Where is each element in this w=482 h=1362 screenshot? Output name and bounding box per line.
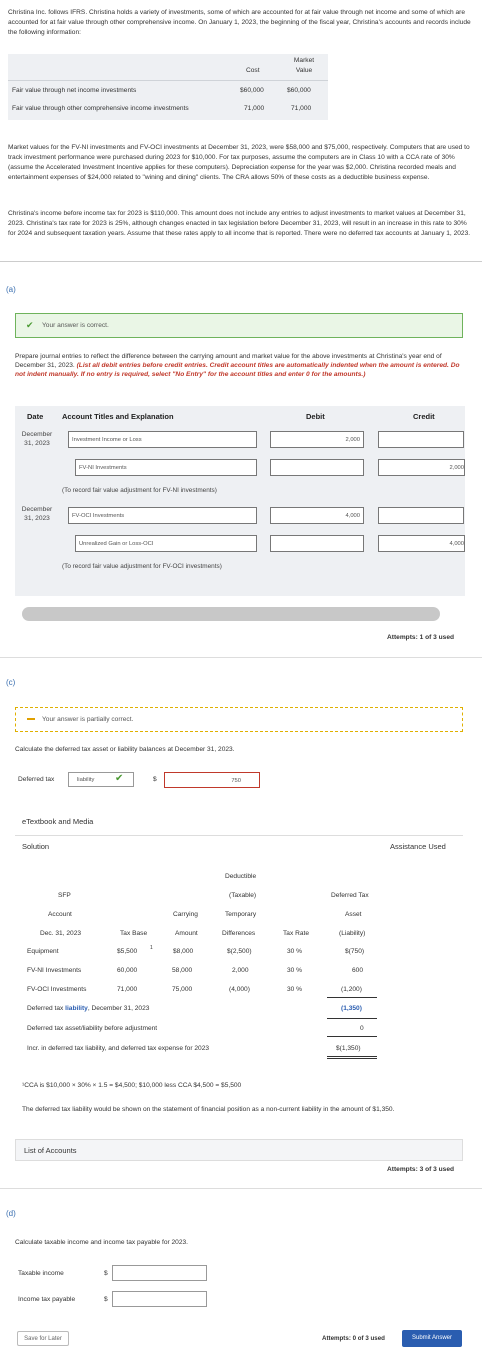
entry-2-debit-blank[interactable] — [270, 535, 364, 552]
sol-header-tax-base: Tax Base — [120, 930, 148, 937]
divider — [0, 1188, 482, 1189]
header-account: Account Titles and Explanation — [62, 412, 174, 421]
problem-statement — [0, 0, 482, 262]
row-fvoci-cost: 71,000 — [244, 105, 265, 112]
problem-intro: Christina Inc. follows IFRS. Christina holds a variety of investments, some of which are accounted for at fair value through net income and some of which are accounted for at fair value through other comprehensive income. On January 1, 2023, the beginning of the fiscal year, Christina's accounts and records include the following information: — [8, 9, 471, 36]
row-fvoci-market: 71,000 — [291, 105, 312, 112]
part-d-label: (d) — [6, 1209, 16, 1218]
header-debit: Debit — [306, 412, 325, 421]
entry-2-credit-amount[interactable]: 4,000 — [378, 535, 465, 552]
submit-answer-button[interactable]: Submit Answer — [402, 1330, 462, 1347]
row-fvni-market: $60,000 — [287, 87, 311, 94]
payable-currency: $ — [104, 1296, 108, 1303]
header-date: Date — [27, 412, 44, 421]
dt-liability-word: liability — [65, 1005, 88, 1012]
solution-title: Solution — [22, 842, 50, 851]
sol-row-3-dt: (1,200) — [341, 986, 362, 993]
list-of-accounts[interactable]: List of Accounts — [15, 1139, 463, 1161]
before-adj-value: 0 — [360, 1025, 364, 1032]
sol-row-2-rate: 30 % — [287, 967, 303, 974]
part-d-instruction: Calculate taxable income and income tax payable for 2023. — [15, 1239, 189, 1246]
sol-row-3-tax-base: 71,000 — [117, 986, 138, 993]
entry-1-debit-account[interactable]: Investment Income or Loss — [68, 431, 257, 448]
solution-conclusion: The deferred tax liability would be shown on the statement of financial position as a non-current liability in the amount of $1,350. — [22, 1106, 395, 1113]
sol-header-dt-3: (Liability) — [339, 930, 366, 937]
entry-1-credit-amount[interactable]: 2,000 — [378, 459, 465, 476]
deferred-tax-amount-input[interactable]: 750 — [164, 772, 260, 788]
entry-2-debit-account[interactable]: FV-OCI Investments — [68, 507, 257, 524]
sol-row-2-carrying: 58,000 — [172, 967, 193, 974]
deferred-tax-label: Deferred tax — [18, 776, 55, 783]
dt-liability-value: (1,350) — [341, 1005, 362, 1012]
sol-header-date: Dec. 31, 2023 — [40, 930, 82, 937]
dt-liability-prefix: Deferred tax — [27, 1005, 66, 1012]
entry-1-credit-account[interactable]: FV-NI Investments — [75, 459, 257, 476]
entry-1-debit-blank[interactable] — [270, 459, 364, 476]
sol-row-1-dt: $(750) — [345, 948, 365, 955]
entry-2-credit-blank[interactable] — [378, 507, 464, 524]
solution-footnote: ¹CCA is $10,000 × 30% × 1.5 = $4,500; $10,000 less CCA $4,500 = $5,500 — [22, 1082, 242, 1089]
sol-row-1-account: Equipment — [27, 948, 59, 955]
divider — [0, 657, 482, 658]
entry-1-date: December 31, 2023 — [21, 431, 53, 447]
part-a-label: (a) — [6, 285, 16, 294]
sol-row-2-account: FV-NI Investments — [27, 967, 82, 974]
sol-row-3-account: FV-OCI Investments — [27, 986, 87, 993]
part-a-instruction-note: (List all debit entries before credit entries. Credit account titles are automatically indented when the amount is entered. Do not indent manually. If no entry is required, select "No Entry" for the account titles and enter 0 for the amounts.) — [15, 362, 460, 378]
sol-header-deductible-4: Differences — [222, 930, 256, 937]
taxable-currency: $ — [104, 1270, 108, 1277]
horizontal-scrollbar[interactable] — [22, 607, 440, 621]
sol-row-2-dt: 600 — [352, 967, 364, 974]
entry-2-note: (To record fair value adjustment for FV-OCI investments) — [62, 563, 222, 570]
deferred-tax-select-value: liability — [77, 777, 95, 783]
part-a-instruction — [15, 352, 465, 379]
sol-row-2-tax-base: 60,000 — [117, 967, 138, 974]
entry-1-credit-blank[interactable] — [378, 431, 464, 448]
partial-dash-icon — [27, 718, 35, 720]
sol-header-deductible-3: Temporary — [225, 911, 257, 918]
taxable-income-input[interactable] — [112, 1265, 207, 1281]
sol-header-sfp: SFP — [58, 892, 71, 899]
problem-para-2: Market values for the FV-NI investments and FV-OCI investments at December 31, 2023, were $58,000 and $75,000, respectively. Computers that are used to track investment performance were purchased during 2023 for $10,000. For tax purposes, assume the computers are in Class 10 with a CCA rate of 30% (assume the Accelerated Investment Incentive applies for these computers). Depreciation expense for the year was $2,000. Christina recorded meals and entertainment expenses of $24,000 related to "wining and dining" clients. The CRA allows 50% of these costs as a deductible business expense. — [8, 144, 470, 181]
sol-header-carrying-2: Amount — [175, 930, 198, 937]
part-c-attempts: Attempts: 3 of 3 used — [387, 1166, 455, 1173]
incr-value: $(1,350) — [336, 1045, 361, 1052]
correct-banner — [15, 313, 463, 338]
partial-banner — [15, 707, 463, 732]
part-c-label: (c) — [6, 678, 16, 687]
part-a-attempts: Attempts: 1 of 3 used — [387, 634, 455, 641]
investments-table — [8, 54, 328, 120]
col-market-header-2: Value — [295, 67, 313, 74]
sol-header-dt-2: Asset — [345, 911, 362, 918]
entry-2-debit-amount[interactable]: 4,000 — [270, 507, 364, 524]
entry-1-note: (To record fair value adjustment for FV-NI investments) — [62, 487, 217, 494]
journal-body — [15, 426, 465, 596]
save-for-later-button[interactable]: Save for Later — [17, 1331, 69, 1346]
sol-row-1-diff: $(2,500) — [227, 948, 252, 955]
sol-header-dt-1: Deferred Tax — [331, 892, 369, 899]
col-cost-header: Cost — [246, 67, 260, 74]
sol-header-account: Account — [48, 911, 72, 918]
problem-para-3: Christina's income before income tax for 2023 is $110,000. This amount does not include any entries to adjust investments to market values at December 31, 2023. Christina's tax rate for 2023 is 25%, although changes enacted in tax legislation before December 31, 2023, will result in an increase in this rate to 30% for 2024 and subsequent taxation years. Assume that these rates apply to all income that is reported. There were no deferred tax accounts at January 1, 2023. — [8, 210, 471, 237]
taxable-income-label: Taxable income — [18, 1270, 64, 1277]
sol-row-1-carrying: $8,000 — [173, 948, 194, 955]
solution-table — [15, 857, 463, 1037]
sol-row-2-diff: 2,000 — [232, 967, 249, 974]
header-credit: Credit — [413, 412, 435, 421]
sol-header-carrying-1: Carrying — [173, 911, 198, 918]
sol-row-1-rate: 30 % — [287, 948, 303, 955]
sol-row-3-carrying: 75,000 — [172, 986, 193, 993]
correct-banner-text: Your answer is correct. — [42, 322, 109, 329]
part-a-instruction-text: Prepare journal entries to reflect the difference between the carrying amount and market value for the above investments at Christina's year end of December 31, 2023. — [15, 353, 442, 369]
partial-banner-text: Your answer is partially correct. — [42, 716, 134, 723]
row-fvoci-label: Fair value through other comprehensive income investments — [12, 105, 189, 112]
row-fvni-cost: $60,000 — [240, 87, 264, 94]
etextbook-link[interactable]: eTextbook and Media — [22, 817, 94, 826]
dt-liability-suffix: , December 31, 2023 — [87, 1005, 150, 1012]
sol-row-3-rate: 30 % — [287, 986, 303, 993]
entry-2-credit-account[interactable]: Unrealized Gain or Loss-OCI — [75, 535, 257, 552]
col-market-header-1: Market — [293, 57, 315, 64]
entry-1-debit-amount[interactable]: 2,000 — [270, 431, 364, 448]
part-d-attempts: Attempts: 0 of 3 used — [322, 1335, 385, 1342]
deferred-tax-select[interactable] — [68, 772, 134, 787]
dt-liability-label — [27, 1005, 149, 1012]
sol-row-1-footnote-ref: 1 — [150, 945, 153, 951]
sol-header-deductible-1: Deductible — [225, 873, 257, 880]
sol-header-tax-rate: Tax Rate — [283, 930, 310, 937]
journal-header — [15, 406, 465, 426]
checkmark-icon: ✔ — [26, 320, 34, 330]
income-tax-payable-input[interactable] — [112, 1291, 207, 1307]
currency-symbol: $ — [153, 776, 157, 783]
sol-header-deductible-2: (Taxable) — [229, 892, 257, 899]
sol-row-3-diff: (4,000) — [229, 986, 250, 993]
sol-row-1-tax-base: $5,500 — [117, 948, 138, 955]
incr-label: Incr. in deferred tax liability, and deferred tax expense for 2023 — [27, 1045, 210, 1052]
assistance-used: Assistance Used — [390, 842, 446, 851]
part-c-instruction: Calculate the deferred tax asset or liability balances at December 31, 2023. — [15, 746, 235, 753]
checkmark-icon: ✔ — [115, 773, 124, 784]
entry-2-date: December 31, 2023 — [21, 506, 53, 522]
before-adj-label: Deferred tax asset/liability before adjustment — [27, 1025, 158, 1032]
row-fvni-label: Fair value through net income investments — [12, 87, 137, 94]
income-tax-payable-label: Income tax payable — [18, 1296, 76, 1303]
